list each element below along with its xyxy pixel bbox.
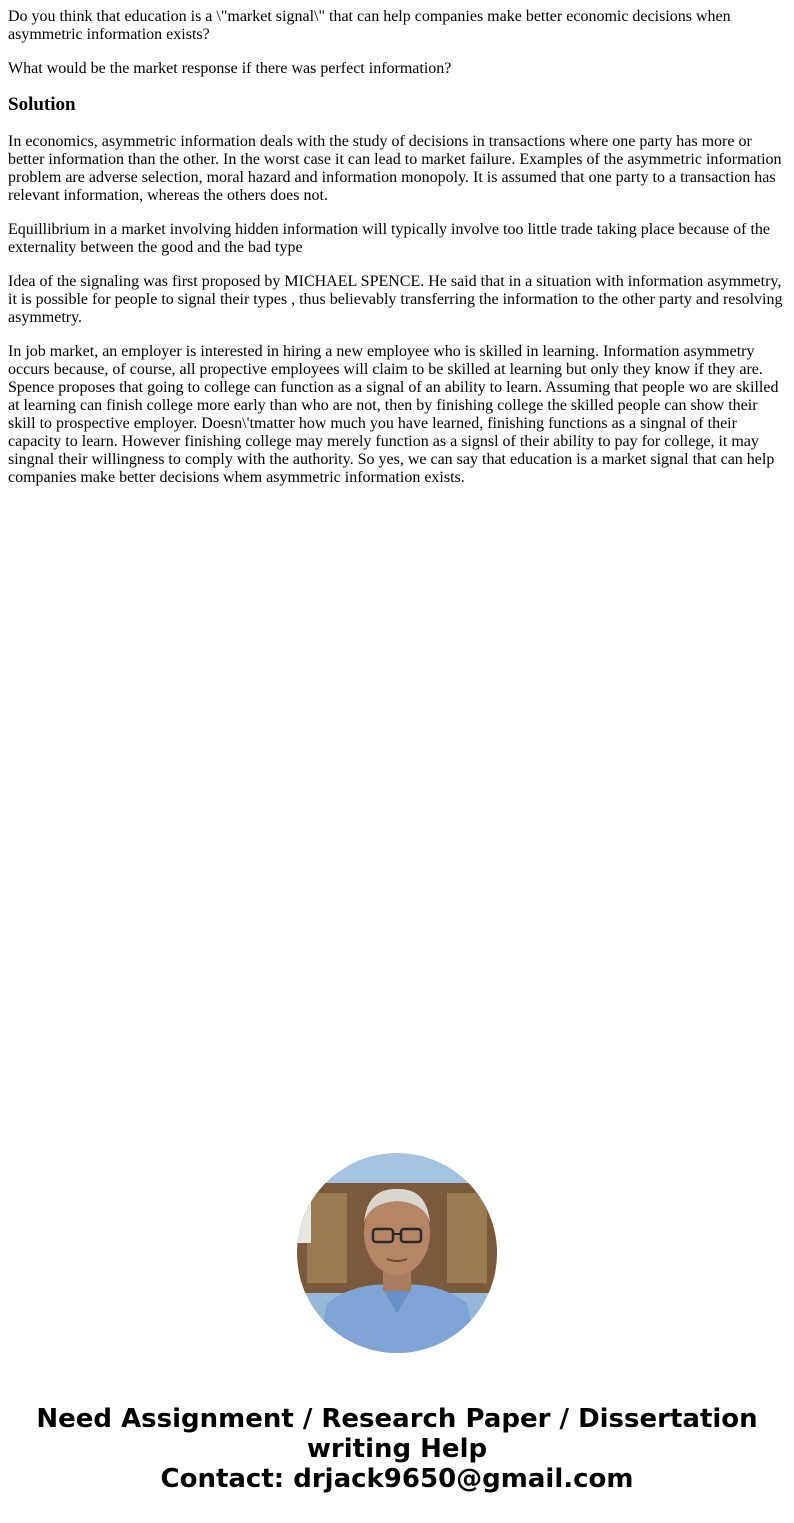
question-followup: What would be the market response if there was perfect information? [8,60,452,77]
footer-contact: Contact: drjack9650@gmail.com [160,1464,634,1494]
footer-line-2: writing Help [306,1434,488,1464]
solution-paragraph-3: Idea of the signaling was first proposed by MICHAEL SPENCE. He said that in a situation with information asymmetry, it is possible for people to signal their types , thus believably transferring the information to the other party and resolving asymmetry. [8,273,783,326]
footer-promo [0,1404,794,1494]
solution-paragraph-4: In job market, an employer is interested in hiring a new employee who is skilled in learning. Information asymmetry occurs because, of course, all propective employees will claim to be skilled at learning but only they know if they are. Spence proposes that going to college can function as a signal of an ability to learn. Assuming that people wo are skilled at learning can finish college more early than who are not, then by finishing college the skilled people can show their skill to prospective employer. Doesn\'tmatter how much you have learned, finishing functions as a singnal of their capacity to learn. However finishing college may merely function as a signsl of their ability to pay for college, it may singnal their willingness to comply with the authority. So yes, we can say that education is a market signal that can help companies make better decisions whem asymmetric information exists. [8,343,779,486]
solution-heading: Solution [8,94,76,115]
question-text: Do you think that education is a \"market signal\" that can help companies make better economic decisions when asymmetric information exists? [8,8,731,43]
person-photo-icon [297,1153,497,1353]
solution-paragraph-2: Equillibrium in a market involving hidden information will typically involve too little trade taking place because of the externality between the good and the bad type [8,221,771,256]
solution-paragraph-1: In economics, asymmetric information deals with the study of decisions in transactions where one party has more or better information than the other. In the worst case it can lead to market failure. Examples of the asymmetric information problem are adverse selection, moral hazard and information monopoly. It is assumed that one party to a transaction has relevant information, whereas the others does not. [8,133,782,204]
document-content [8,8,786,503]
footer-line-1: Need Assignment / Research Paper / Dissertation [36,1404,758,1434]
avatar [297,1153,497,1353]
